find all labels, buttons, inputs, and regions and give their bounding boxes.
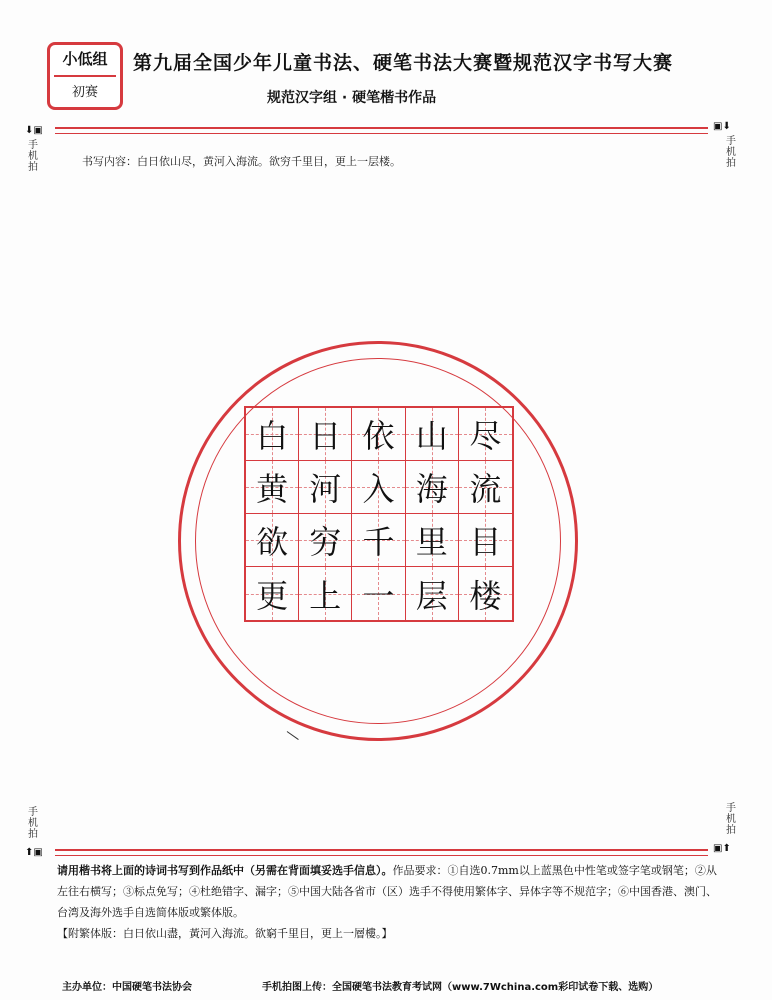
- grid-cell: 入: [352, 461, 405, 514]
- grid-cell: 尽: [459, 408, 512, 461]
- group-label: 小低组: [62, 50, 108, 68]
- camera-arrow-icon: ⬆▣: [25, 847, 43, 858]
- page-subtitle: 规范汉字组 · 硬笔楷书作品: [267, 90, 437, 106]
- side-label-bottom-right: 手机拍: [726, 803, 736, 836]
- side-label-top-right: 手机拍: [726, 136, 736, 169]
- grid-cell: 里: [406, 514, 459, 567]
- traditional-version: 【附繁体版：白日依山盡，黃河入海流。欲窮千里目，更上一層樓。】: [57, 927, 393, 940]
- grid-cell: 楼: [459, 567, 512, 620]
- grid-cell: 穷: [299, 514, 352, 567]
- round-label: 初赛: [71, 85, 98, 100]
- camera-arrow-icon: ▣⬇: [713, 121, 731, 132]
- grid-cell: 千: [352, 514, 405, 567]
- top-rule: [55, 127, 708, 129]
- character-grid: [244, 406, 514, 622]
- side-label-top-left: 手机拍: [28, 140, 38, 173]
- grid-cell: 层: [406, 567, 459, 620]
- footer-upload: 手机拍图上传：全国硬笔书法教育考试网（www.7Wchina.com彩印试卷下载、选购）: [262, 982, 659, 993]
- badge-divider: [54, 75, 116, 77]
- grid-cell: 上: [299, 567, 352, 620]
- grid-cell: 山: [406, 408, 459, 461]
- grid-cell: 流: [459, 461, 512, 514]
- page-title: 第九届全国少年儿童书法、硬笔书法大赛暨规范汉字书写大赛: [133, 52, 674, 74]
- grid-cell: 一: [352, 567, 405, 620]
- bottom-rule: [55, 849, 708, 851]
- grid-cell: 海: [406, 461, 459, 514]
- grid-cell: 河: [299, 461, 352, 514]
- requirements-lead: 请用楷书将上面的诗词书写到作品纸中（另需在背面填妥选手信息）。: [57, 864, 393, 877]
- camera-arrow-icon: ▣⬆: [713, 843, 731, 854]
- group-badge: [47, 42, 123, 110]
- grid-cell: 欲: [246, 514, 299, 567]
- requirements-body: 作品要求：①自选0.7mm以上蓝黑色中性笔或签字笔或钢笔；②从左往右横写；③标点免写；④杜绝错字、漏字；⑤中国大陆各省市（区）选手不得使用繁体字、异体字等不规范字；⑥中国香港、澳门、台湾及海外选手自选简体版或繁体版。: [57, 864, 717, 919]
- camera-arrow-icon: ⬇▣: [25, 125, 43, 136]
- requirements-block: [57, 860, 717, 944]
- side-label-bottom-left: 手机拍: [28, 807, 38, 840]
- grid-cell: 依: [352, 408, 405, 461]
- bottom-rule-thin: [55, 855, 708, 856]
- footer-organizer: 主办单位：中国硬笔书法协会: [62, 982, 192, 993]
- grid-cell: 更: [246, 567, 299, 620]
- grid-cell: 白: [246, 408, 299, 461]
- grid-cell: 日: [299, 408, 352, 461]
- grid-cell: 目: [459, 514, 512, 567]
- grid-cell: 黄: [246, 461, 299, 514]
- stray-pen-mark: [287, 731, 299, 740]
- top-rule-thin: [55, 133, 708, 134]
- writing-content: 书写内容：白日依山尽，黄河入海流。欲穷千里目，更上一层楼。: [82, 155, 401, 168]
